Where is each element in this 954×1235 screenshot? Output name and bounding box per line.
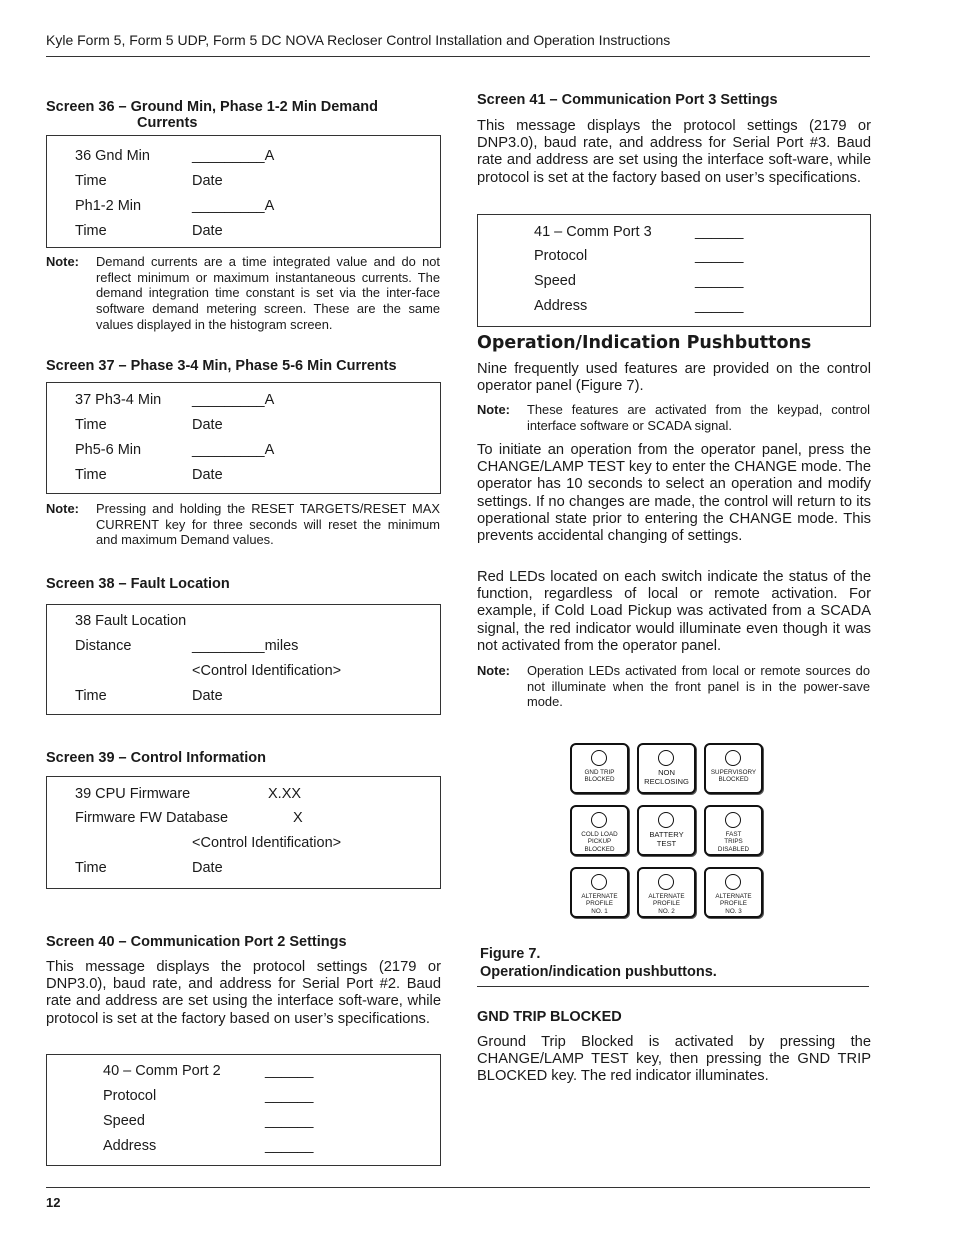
screen41-heading: Screen 41 – Communication Port 3 Settings [477,92,778,108]
button-label-line: GND TRIP [584,769,615,776]
led-indicator-icon [658,874,674,890]
row-label: Time [75,860,107,876]
button-label-line: Demand currents are a time integrated value and do not reflect minimum or maximum instantaneous currents. The demand integration time constant is set via the inter-face software demand metering screen. These are the same values displayed in the histogram screen. [96,254,440,332]
row-label: Time [75,467,107,483]
row-value: Date [192,223,223,239]
pushbutton-panel [570,743,768,921]
row-label: Address [534,298,588,314]
led-indicator-icon [591,750,607,766]
row-label: Speed [103,1113,145,1129]
row-label: 36 Gnd Min [75,148,150,164]
button-label-line: RECLOSING [644,776,689,786]
row-label: Time [75,223,107,239]
led-indicator-icon [591,812,607,828]
row-label: 40 – Comm Port 2 [103,1063,221,1079]
row-label: Distance [75,638,132,654]
figure-rule [477,986,869,987]
button-label-line: ALTERNATE [581,893,618,900]
row-label: 39 CPU Firmware [75,786,191,802]
op-note2 [477,663,871,711]
row-label: Firmware FW Database [75,810,229,826]
row-value: Date [192,860,223,876]
button-label-line: DISABLED [717,845,750,853]
alternate-profile-1-button[interactable] [570,867,629,918]
led-indicator-icon [591,874,607,890]
button-label-line: PROFILE [586,900,613,908]
figure-caption [480,945,717,981]
gnd-trip-heading: GND TRIP BLOCKED [477,1009,622,1025]
supervisory-blocked-button[interactable] [704,743,763,794]
led-indicator-icon [658,812,674,828]
row-value: ______ [265,1113,314,1129]
non-reclosing-button[interactable] [637,743,696,794]
screen36-display-box [46,135,441,248]
button-label-line: NON [658,768,675,777]
row-value: ______ [695,224,744,240]
row-value: <Control Identification> [192,835,342,851]
row-value: _________A [192,198,275,214]
led-indicator-icon [658,750,674,766]
button-label-line: Note: [477,663,510,678]
row-value: _________A [192,392,275,408]
op-note1 [477,402,871,434]
button-label-line: NO. 1 [591,907,608,915]
button-label-line: BLOCKED [584,845,615,853]
button-label-line: Note: [46,501,79,516]
button-label-line: BLOCKED [718,776,749,784]
button-label-line: COLD LOAD [581,831,618,838]
led-indicator-icon [725,874,741,890]
row-label: Speed [534,273,576,289]
row-label: 38 Fault Location [75,613,187,629]
button-label-line: Currents [137,115,198,131]
button-label-line: FAST [725,831,742,838]
row-label: Time [75,417,107,433]
row-value: _________miles [192,638,299,654]
row-label: 37 Ph3-4 Min [75,392,162,408]
button-label-line: Note: [46,254,79,269]
row-value: ______ [265,1088,314,1104]
row-value: _________A [192,442,275,458]
screen37-display-box [46,382,441,494]
battery-test-button[interactable] [637,805,696,856]
row-label: Protocol [103,1088,157,1104]
row-label: Time [75,173,107,189]
screen38-display-box [46,604,441,715]
header-rule [46,56,870,57]
screen40-heading: Screen 40 – Communication Port 2 Settings [46,934,347,950]
screen41-body: This message displays the protocol settings (2179 or DNP3.0), baud rate, and address for Serial Port #3. Baud rate and address are set using the interface soft-ware, while protocol is set at the factory based on user’s specifications. [477,118,871,186]
row-value: X [293,810,303,826]
screen41-display-box [477,214,871,327]
screen36-note [46,254,441,334]
button-label-line: SUPERVISORY [710,769,757,776]
screen39-heading: Screen 39 – Control Information [46,750,266,766]
row-label: Protocol [534,248,588,264]
row-value: ______ [695,298,744,314]
page-number: 12 [46,1195,61,1210]
button-label-line: These features are activated from the keypad, control interface software or SCADA signal. [527,402,870,433]
row-label: Ph1-2 Min [75,198,142,214]
screen36-heading [46,99,378,131]
row-value: X.XX [268,786,302,802]
cold-load-pickup-blocked-button[interactable] [570,805,629,856]
button-label-line: Operation LEDs activated from local or remote sources do not illuminate when the front panel is in the power-save mode. [527,663,870,710]
row-label: 41 – Comm Port 3 [534,224,652,240]
button-label-line: TEST [656,838,677,848]
op-para3: Red LEDs located on each switch indicate the status of the function, regardless of local or remote activation. For example, if Cold Load Pickup was activated from a SCADA signal, the red indicator would illuminate even though it was not activated from the operator panel. [477,569,871,654]
button-label-line: PROFILE [653,900,680,908]
alternate-profile-2-button[interactable] [637,867,696,918]
button-label-line: Operation/indication pushbuttons. [480,964,717,980]
row-value: Date [192,417,223,433]
gnd-trip-body: Ground Trip Blocked is activated by pressing the CHANGE/LAMP TEST key, then pressing the GND TRIP BLOCKED key. The red indicator illuminates. [477,1034,871,1085]
footer-rule [46,1187,870,1188]
row-value: <Control Identification> [192,663,342,679]
button-label-line: BLOCKED [584,776,615,784]
row-label: Address [103,1138,157,1154]
led-indicator-icon [725,812,741,828]
button-label-line: BATTERY [649,830,684,839]
row-value: ______ [695,248,744,264]
op-para2: To initiate an operation from the operator panel, press the CHANGE/LAMP TEST key to enter the CHANGE mode. The operator has 10 seconds to select an operation and modify settings. If no changes are made, the control will return to its operational state prior to entering the CHANGE mode. This prevents accidental changing of settings. [477,442,872,545]
fast-trips-disabled-button[interactable] [704,805,763,856]
screen40-body: This message displays the protocol settings (2179 or DNP3.0), baud rate, and address for Serial Port #2. Baud rate and address are set using the interface soft-ware, while protocol is set at the factory based on user’s specifications. [46,959,441,1027]
gnd-trip-blocked-button[interactable] [570,743,629,794]
screen37-heading: Screen 37 – Phase 3-4 Min, Phase 5-6 Min Currents [46,358,397,374]
button-label-line: Note: [477,402,510,417]
alternate-profile-3-button[interactable] [704,867,763,918]
led-indicator-icon [725,750,741,766]
screen38-heading: Screen 38 – Fault Location [46,576,230,592]
row-label: Ph5-6 Min [75,442,142,458]
button-label-line: Pressing and holding the RESET TARGETS/RESET MAX CURRENT key for three seconds will reset the minimum and maximum Demand values. [96,501,440,548]
button-label-line: ALTERNATE [715,893,752,900]
button-label-line: NO. 2 [658,907,675,915]
row-value: Date [192,688,223,704]
row-label: Time [75,688,107,704]
row-value: _________A [192,148,275,164]
button-label-line: Screen 36 – Ground Min, Phase 1-2 Min Demand [46,99,378,115]
screen37-note [46,501,441,549]
running-header: Kyle Form 5, Form 5 UDP, Form 5 DC NOVA Recloser Control Installation and Operation Instructions [46,32,671,48]
row-value: Date [192,467,223,483]
screen39-display-box [46,776,441,889]
op-para1: Nine frequently used features are provided on the control operator panel (Figure 7). [477,361,871,395]
row-value: Date [192,173,223,189]
row-value: ______ [265,1063,314,1079]
button-label-line: PROFILE [720,900,747,908]
button-label-line: PICKUP [587,838,612,846]
row-value: ______ [695,273,744,289]
row-value: ______ [265,1138,314,1154]
button-label-line: NO. 3 [725,907,742,915]
screen40-display-box [46,1054,441,1166]
button-label-line: ALTERNATE [648,893,685,900]
button-label-line: Figure 7. [480,946,541,962]
section-heading: Operation/Indication Pushbuttons [477,333,812,353]
button-label-line: TRIPS [724,838,743,846]
